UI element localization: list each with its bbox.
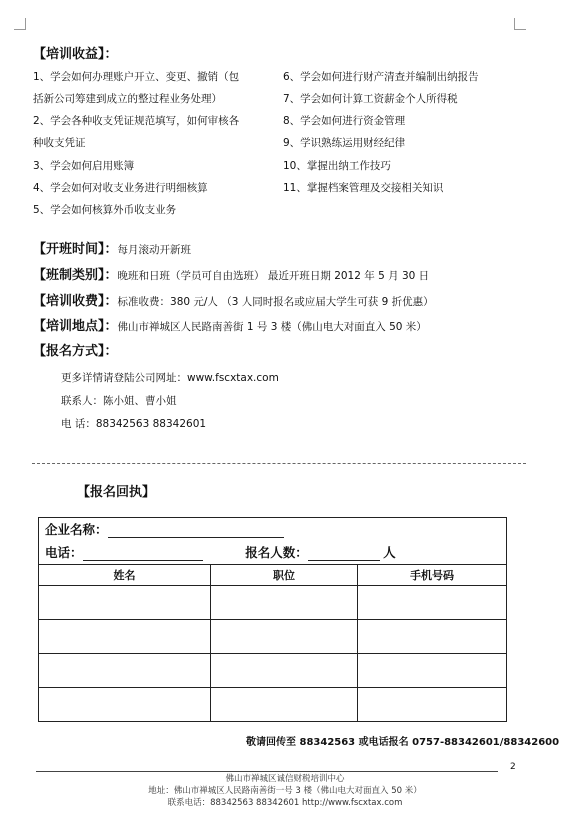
page-corner-mark-left	[14, 18, 26, 30]
position-cell[interactable]	[211, 688, 358, 722]
class-time-row	[33, 238, 191, 257]
name-cell[interactable]	[39, 654, 211, 688]
benefit-left-line: 种收支凭证	[33, 137, 86, 149]
benefit-left-line: 2、学会各种收支凭证规范填写，如何审核各	[33, 115, 240, 127]
name-cell[interactable]	[39, 620, 211, 654]
phone-field[interactable]	[83, 548, 203, 561]
benefit-left-line: 5、学会如何核算外币收支业务	[33, 204, 177, 216]
benefit-right-line: 11、掌握档案管理及交接相关知识	[283, 182, 444, 194]
phone-label: 电话：	[45, 545, 83, 560]
contact-row	[39, 540, 507, 565]
count-label: 报名人数：	[245, 545, 308, 560]
benefit-right-line: 7、学会如何计算工资薪金个人所得税	[283, 93, 458, 105]
class-time-label: 【开班时间】：	[33, 242, 118, 257]
fee-label: 【培训收费】：	[33, 294, 118, 309]
signup-website-line: 更多详情请登陆公司网址：www.fscxtax.com	[61, 372, 279, 384]
benefit-right-line: 9、学识熟练运用财经纪律	[283, 137, 406, 149]
position-cell[interactable]	[211, 654, 358, 688]
benefit-right-line: 10、掌握出纳工作技巧	[283, 160, 391, 172]
signup-phone-line: 电 话：88342563 88342601	[61, 418, 207, 430]
page-corner-mark-right	[514, 18, 526, 30]
fee-value: 标准收费：380 元/人 （3 人同时报名或应届大学生可获 9 折优惠）	[117, 296, 434, 308]
registration-form	[38, 517, 507, 722]
column-header-position: 职位	[211, 565, 358, 586]
mobile-cell[interactable]	[358, 620, 507, 654]
benefits-title: 【培训收益】：	[33, 47, 118, 62]
signup-contact-line: 联系人：陈小姐、曹小姐	[61, 395, 177, 407]
page-number: 2	[510, 762, 516, 772]
name-cell[interactable]	[39, 586, 211, 620]
class-type-label: 【班制类别】：	[33, 268, 118, 283]
benefit-left-line: 括新公司筹建到成立的整过程业务处理）	[33, 93, 222, 105]
mobile-cell[interactable]	[358, 586, 507, 620]
mobile-cell[interactable]	[358, 654, 507, 688]
fee-row	[33, 290, 434, 309]
class-type-value: 晚班和日班（学员可自由选班） 最近开班日期 2012 年 5 月 30 日	[117, 270, 430, 282]
benefit-left-line: 1、学会如何办理账户开立、变更、撤销（包	[33, 71, 240, 83]
fax-note: 敬请回传至 88342563 或电话报名 0757-88342601/88342600	[246, 737, 560, 748]
position-cell[interactable]	[211, 620, 358, 654]
class-type-row	[33, 264, 429, 283]
count-field[interactable]	[308, 548, 380, 561]
company-row	[39, 518, 507, 541]
count-unit: 人	[383, 545, 396, 560]
mobile-cell[interactable]	[358, 688, 507, 722]
name-cell[interactable]	[39, 688, 211, 722]
column-header-mobile: 手机号码	[358, 565, 507, 586]
form-title: 【报名回执】	[77, 485, 156, 500]
signup-label: 【报名方式】：	[33, 344, 118, 359]
position-cell[interactable]	[211, 586, 358, 620]
company-label: 企业名称：	[45, 522, 108, 537]
benefit-right-line: 8、学会如何进行资金管理	[283, 115, 406, 127]
place-label: 【培训地点】：	[33, 319, 118, 334]
place-value: 佛山市禅城区人民路南善街 1 号 3 楼（佛山电大对面直入 50 米）	[117, 321, 427, 333]
column-header-name: 姓名	[39, 565, 211, 586]
class-time-value: 每月滚动开新班	[117, 244, 192, 256]
benefit-right-line: 6、学会如何进行财产清查并编制出纳报告	[283, 71, 479, 83]
cut-line	[32, 463, 526, 464]
place-row	[33, 315, 427, 334]
benefit-left-line: 4、学会如何对收支业务进行明细核算	[33, 182, 208, 194]
footer-contact: 联系电话：88342563 88342601 http://www.fscxtax.com	[167, 798, 403, 808]
benefit-left-line: 3、学会如何启用账簿	[33, 160, 135, 172]
footer-address: 地址：佛山市禅城区人民路南善街一号 3 楼（佛山电大对面直入 50 米）	[148, 786, 422, 796]
company-field[interactable]	[108, 525, 284, 538]
footer-org: 佛山市禅城区诚信财税培训中心	[225, 774, 345, 784]
